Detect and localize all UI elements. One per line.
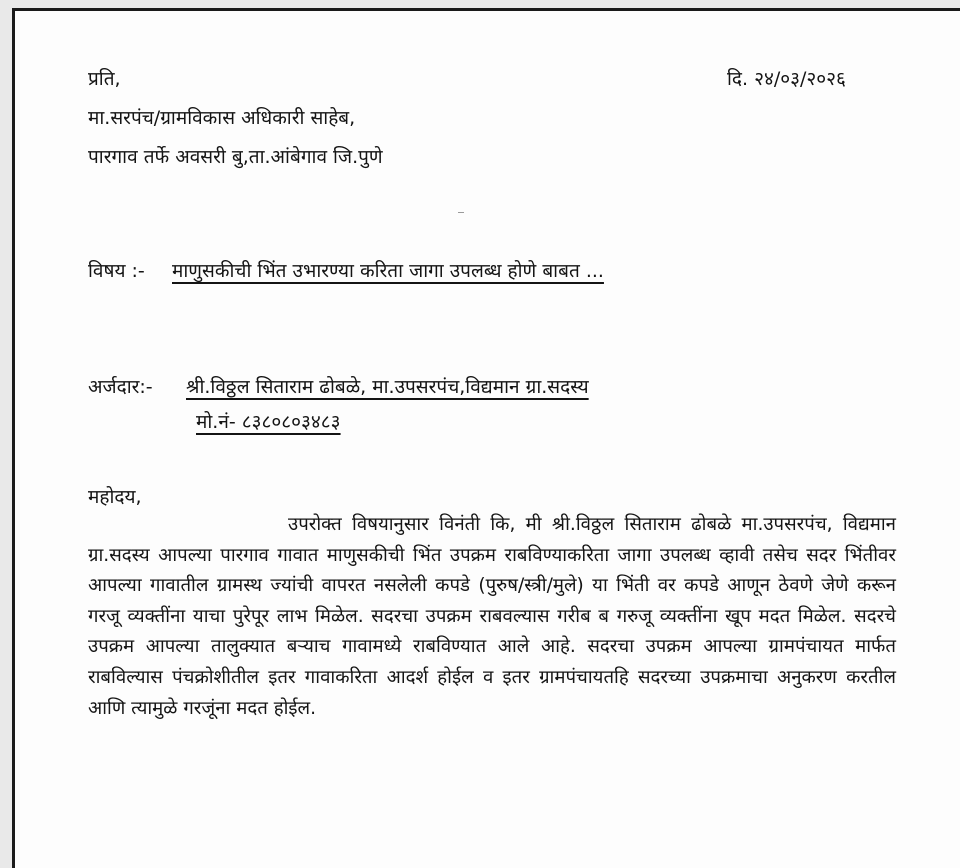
letter-body-text: उपरोक्त विषयानुसार विनंती कि, मी श्री.विठ्ठल सिताराम ढोबळे मा.उपसरपंच, विद्यमान ग्रा.सदस्य आपल्या पारगाव गावात माणुसकीची भिंत उपक्रम राबविण्याकरिता जागा उपलब्ध व्हावी तसेच सदर भिंतीवर आपल्या गावातील ग्रामस्थ ज्यांची वापरत नसलेली कपडे (पुरुष/स्त्री/मुले) या भिंती वर कपडे आणून ठेवणे जेणे करून गरजू व्यक्तींना याचा पुरेपूर लाभ मिळेल. सदरचा उपक्रम राबवल्यास गरीब ब गरुजू व्यक्तींना खूप मदत मिळेल. सदरचे उपक्रम आपल्या तालुक्यात बऱ्याच गावामध्ये राबविण्यात आले आहे. सदरचा उपक्रम आपल्या ग्रामपंचायत मार्फत राबविल्यास पंचक्रोशीतील इतर गावाकरिता आदर्श होईल व इतर ग्रामपंचायतहि सदरच्या उपक्रमाचा अनुकरण करतील आणि त्यामुळे गरजूंना मदत होईल. [88, 514, 896, 719]
letter-date: दि. २४/०३/२०२६ [727, 68, 846, 90]
salutation: महोदय, [88, 486, 142, 508]
recipient-line-2: पारगाव तर्फे अवसरी बु,ता.आंबेगाव जि.पुणे [88, 146, 383, 168]
to-label: प्रति, [88, 68, 121, 90]
letter-page [12, 8, 960, 868]
subject-text: माणुसकीची भिंत उभारण्या करिता जागा उपलब्ध होणे बाबत ... [172, 260, 604, 282]
applicant-name: श्री.विठ्ठल सिताराम ढोबळे, मा.उपसरपंच,विद्यमान ग्रा.सदस्य [186, 376, 589, 398]
scan-speck [458, 212, 464, 213]
applicant-label: अर्जदार:- [88, 376, 153, 398]
recipient-line-1: मा.सरपंच/ग्रामविकास अधिकारी साहेब, [88, 107, 356, 129]
subject-label: विषय :- [88, 260, 145, 282]
applicant-mobile: मो.नं- ८३८०८०३४८३ [196, 411, 341, 433]
letter-body [88, 510, 896, 724]
